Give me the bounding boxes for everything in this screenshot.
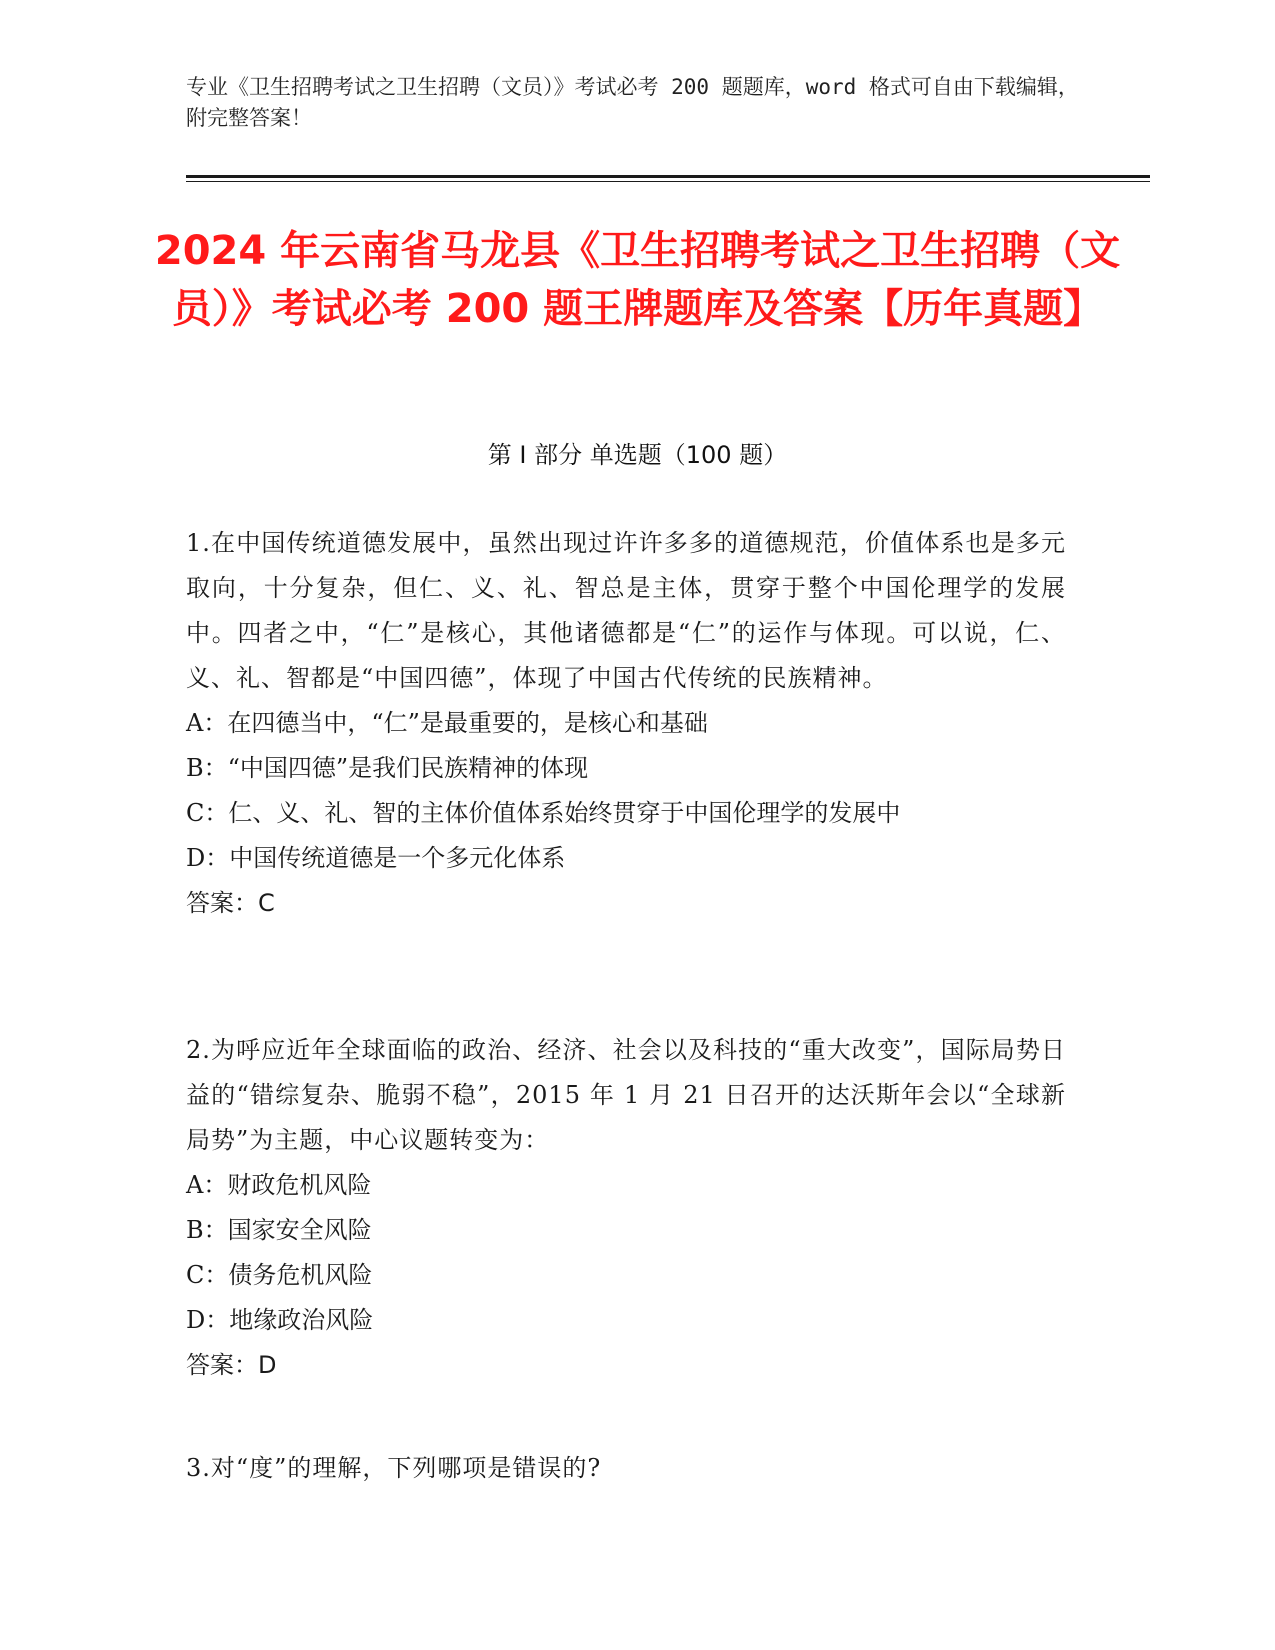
option-a: A：在四德当中，“仁”是最重要的，是核心和基础 [186, 709, 708, 737]
option-d: D：地缘政治风险 [186, 1306, 374, 1334]
document-title: 2024 年云南省马龙县《卫生招聘考试之卫生招聘（文员）》考试必考 200 题王牌题库及答案【历年真题】 [154, 228, 1121, 332]
question-stem: 3.对“度”的理解，下列哪项是错误的? [186, 1454, 602, 1482]
answer-line: 答案：D [186, 1351, 277, 1379]
header-divider-thick [186, 175, 1150, 178]
question-item [186, 521, 1066, 926]
option-c: C：仁、义、礼、智的主体价值体系始终贯穿于中国伦理学的发展中 [186, 799, 901, 827]
header-divider-thin [186, 181, 1150, 182]
question-stem: 2.为呼应近年全球面临的政治、经济、社会以及科技的“重大改变”，国际局势日益的“错综复杂、脆弱不稳”，2015 年 1 月 21 日召开的达沃斯年会以“全球新局势”为主题，中心议题转变为： [186, 1036, 1066, 1154]
question-item [186, 1446, 1066, 1491]
section-heading: 第 I 部分 单选题（100 题） [487, 441, 788, 469]
answer-line: 答案：C [186, 889, 275, 917]
option-c: C：债务危机风险 [186, 1261, 373, 1289]
question-item [186, 1028, 1066, 1388]
question-stem: 1.在中国传统道德发展中，虽然出现过许许多多的道德规范，价值体系也是多元取向，十分复杂，但仁、义、礼、智总是主体，贯穿于整个中国伦理学的发展中。四者之中，“仁”是核心，其他诸德都是“仁”的运作与体现。可以说，仁、义、礼、智都是“中国四德”，体现了中国古代传统的民族精神。 [186, 529, 1066, 692]
option-d: D：中国传统道德是一个多元化体系 [186, 844, 566, 872]
header-note: 专业《卫生招聘考试之卫生招聘（文员）》考试必考 200 题题库，word 格式可自由下载编辑，附完整答案！ [186, 75, 1079, 130]
option-a: A：财政危机风险 [186, 1171, 372, 1199]
option-b: B：“中国四德”是我们民族精神的体现 [186, 754, 589, 782]
option-b: B：国家安全风险 [186, 1216, 372, 1244]
